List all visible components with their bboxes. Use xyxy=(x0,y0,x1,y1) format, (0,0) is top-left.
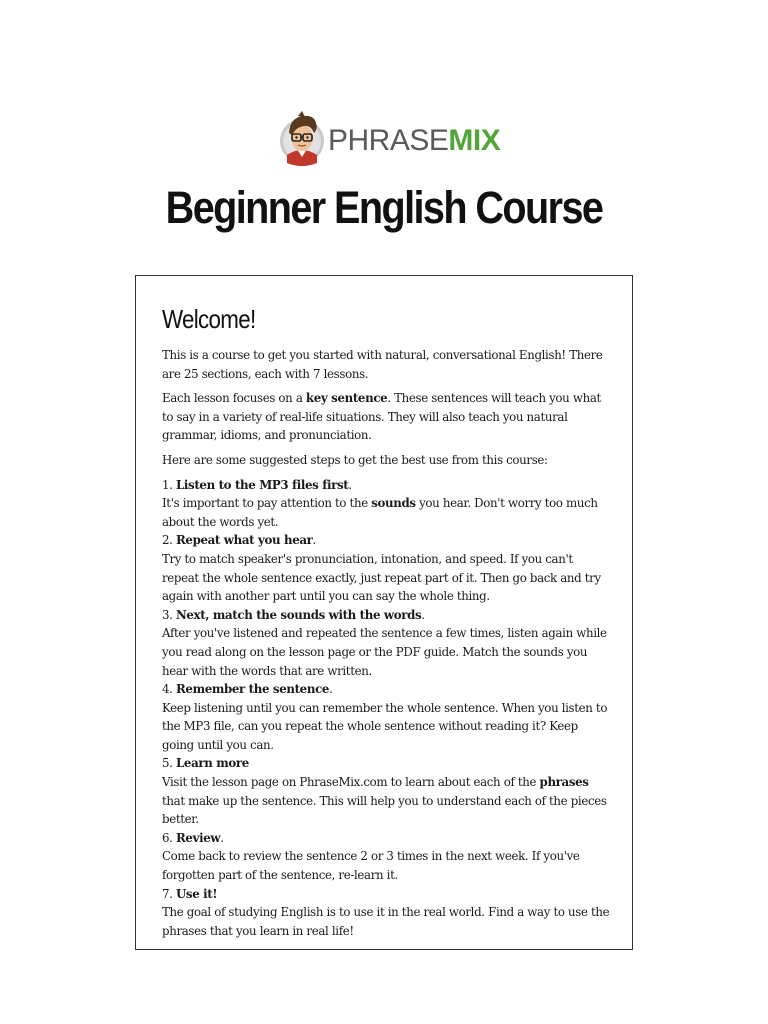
step-title: Review xyxy=(175,830,221,845)
step-body xyxy=(162,773,612,829)
steps-intro: Here are some suggested steps to get the best use from this course: xyxy=(162,452,548,467)
step-body xyxy=(162,847,612,884)
step-item xyxy=(162,476,612,532)
step-heading xyxy=(162,606,612,625)
step-body-post: you hear. Don't worry too much about the words yet. xyxy=(162,496,598,529)
step-title: Next, match the sounds with the words xyxy=(175,607,422,622)
step-body xyxy=(162,903,612,940)
focus-text-post: . These sentences will teach you what to say in a variety of real-life situations. They will also teach you natural grammar, idioms, and pronunciation. xyxy=(162,391,601,443)
step-body-pre: Keep listening until you can remember the whole sentence. When you listen to the MP3 file, can you repeat the whole sentence without reading it? Keep going until you can. xyxy=(162,700,608,752)
step-title: Repeat what you hear xyxy=(175,533,313,548)
step-heading xyxy=(162,476,612,495)
step-title-suffix: . xyxy=(348,477,352,492)
step-body xyxy=(162,624,612,680)
step-title-suffix: . xyxy=(329,682,333,697)
focus-paragraph xyxy=(162,389,612,445)
step-heading xyxy=(162,754,612,773)
welcome-content xyxy=(162,300,612,940)
step-body-pre: Come back to review the sentence 2 or 3 times in the next week. If you've forgotten part of the sentence, re-learn it. xyxy=(162,849,580,883)
step-number: 2. xyxy=(162,533,173,548)
welcome-heading: Welcome! xyxy=(162,304,256,334)
welcome-box xyxy=(135,275,633,950)
step-title: Use it! xyxy=(175,886,218,901)
step-heading xyxy=(162,531,612,550)
step-number: 7. xyxy=(162,886,173,901)
step-body-pre: Visit the lesson page on PhraseMix.com to learn about each of the xyxy=(162,775,540,790)
step-item xyxy=(162,754,612,828)
brand-mix: MIX xyxy=(448,124,501,157)
step-number: 6. xyxy=(162,830,173,845)
step-title-suffix: . xyxy=(312,533,316,548)
step-body xyxy=(162,494,612,531)
step-body-pre: After you've listened and repeated the sentence a few times, listen again while you read along on the lesson page or the PDF guide. Match the sounds you hear with the words that are written. xyxy=(162,626,607,678)
step-title: Remember the sentence xyxy=(175,682,330,697)
step-body xyxy=(162,699,612,755)
step-number: 4. xyxy=(162,682,173,697)
brand-phrase: PHRASE xyxy=(328,124,449,157)
phrasemix-logo xyxy=(278,111,500,167)
brand-wordmark xyxy=(328,126,500,156)
step-title: Learn more xyxy=(175,756,249,771)
step-title-suffix: . xyxy=(421,607,425,622)
intro-paragraph: This is a course to get you started with natural, conversational English! There are 25 sections, each with 7 lessons. xyxy=(162,348,603,381)
step-number: 1. xyxy=(162,477,173,492)
step-heading xyxy=(162,829,612,848)
step-body-pre: Try to match speaker's pronunciation, intonation, and speed. If you can't repeat the whole sentence exactly, just repeat part of it. Then go back and try again with another part until you can say the whole thing. xyxy=(162,551,601,604)
step-title: Listen to the MP3 files first xyxy=(175,477,349,492)
steps-list xyxy=(162,476,612,941)
step-heading xyxy=(162,885,612,904)
page-title: Beginner English Course xyxy=(165,182,603,233)
step-item xyxy=(162,531,612,605)
cartoon-avatar-with-glasses-icon xyxy=(278,111,326,167)
step-body-post: that make up the sentence. This will help you to understand each of the pieces better. xyxy=(162,793,607,827)
step-number: 5. xyxy=(162,756,173,771)
step-item xyxy=(162,606,612,680)
step-heading xyxy=(162,680,612,699)
step-body-pre: It's important to pay attention to the xyxy=(162,496,372,511)
step-item xyxy=(162,829,612,885)
focus-text-bold: key sentence xyxy=(305,391,388,406)
focus-text-pre: Each lesson focuses on a xyxy=(162,391,306,406)
step-body-bold: sounds xyxy=(371,496,416,511)
step-title-suffix: . xyxy=(220,830,224,845)
step-body xyxy=(162,550,612,606)
step-body-bold: phrases xyxy=(539,775,589,790)
step-item xyxy=(162,885,612,941)
step-number: 3. xyxy=(162,607,173,622)
step-body-pre: The goal of studying English is to use it in the real world. Find a way to use the phrases that you learn in real life! xyxy=(162,905,610,938)
step-item xyxy=(162,680,612,754)
